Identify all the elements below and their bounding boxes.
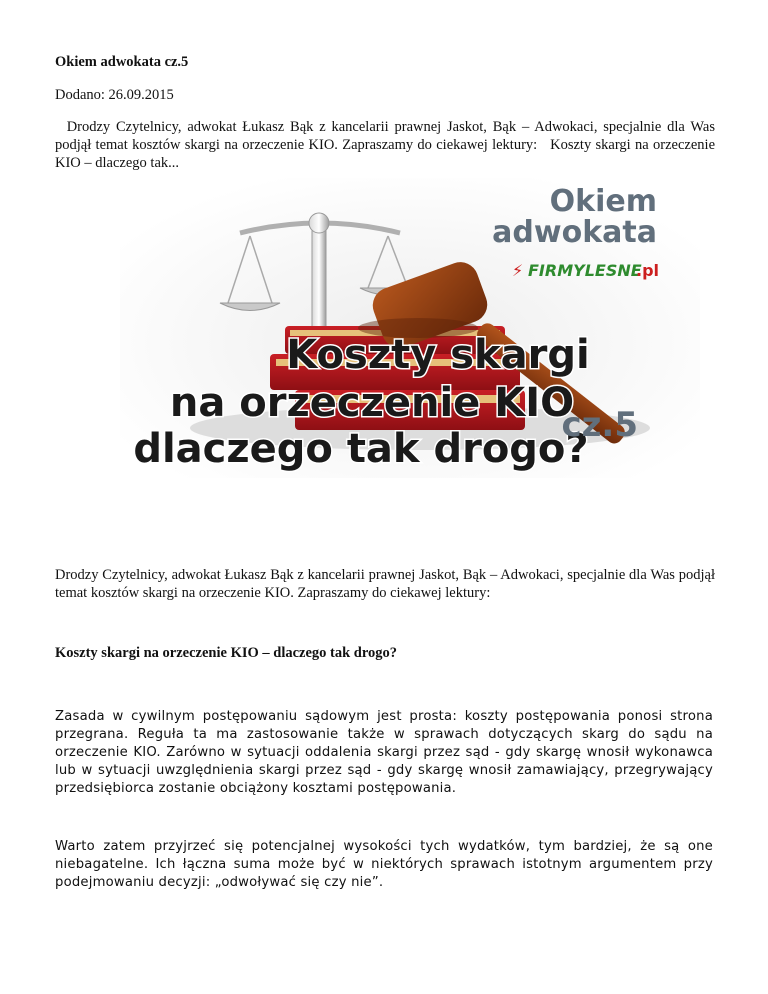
logo-text: FIRMYLESNE — [528, 261, 642, 280]
headline-line2: na orzeczenie KIO — [169, 380, 575, 426]
publish-date: Dodano: 26.09.2015 — [55, 87, 174, 103]
headline-line3: – dlaczego tak drogo? — [120, 426, 589, 472]
headline-line1: Koszty skargi — [286, 332, 590, 378]
part-label: cz.5 — [561, 405, 638, 445]
svg-text:⚡: ⚡ — [512, 261, 524, 280]
firmylesne-logo — [512, 261, 659, 280]
section-heading: Koszty skargi na orzeczenie KIO – dlaczego tak drogo? — [55, 645, 398, 661]
brand-line1: Okiem — [549, 184, 657, 219]
body-paragraph-1: Zasada w cywilnym postępowaniu sądowym jest prosta: koszty postępowania ponosi strona przegrana. Reguła ta ma zastosowanie także w sprawach dotyczących skarg do sądu na orzeczenie KIO. Zarówno w sytuacji oddalenia skargi przez sąd - gdy skargę wnosił wykonawca lub w sytuacji uwzględnienia skargi przez sąd - gdy skargę wnosił zamawiający, przegrywający przedsiębiorca zostanie obciążony kosztami postępowania. — [55, 709, 713, 796]
article-title: Okiem adwokata cz.5 — [55, 54, 189, 70]
body-paragraph-2: Warto zatem przyjrzeć się potencjalnej wysokości tych wydatków, tym bardziej, że są one niebagatelne. Ich łączna suma może być w niektórych sprawach istotnym argumentem przy podejmowaniu decyzji: „odwoływać się czy nie”. — [55, 839, 713, 890]
intro-paragraph: Drodzy Czytelnicy, adwokat Łukasz Bąk z kancelarii prawnej Jaskot, Bąk – Adwokaci, specjalnie dla Was podjął temat kosztów skargi na orzeczenie KIO. Zapraszamy do ciekawej lektury: — [55, 567, 715, 601]
logo-suffix: .pl — [636, 261, 660, 280]
hero-image — [120, 178, 700, 478]
intro-excerpt: Drodzy Czytelnicy, adwokat Łukasz Bąk z kancelarii prawnej Jaskot, Bąk – Adwokaci, specjalnie dla Was podjął temat kosztów skargi na orzeczenie KIO. Zapraszamy do ciekawej lektury: Koszty skargi na orzeczenie KIO – dlaczego tak... — [55, 119, 719, 171]
brand-line2: adwokata — [492, 215, 657, 250]
